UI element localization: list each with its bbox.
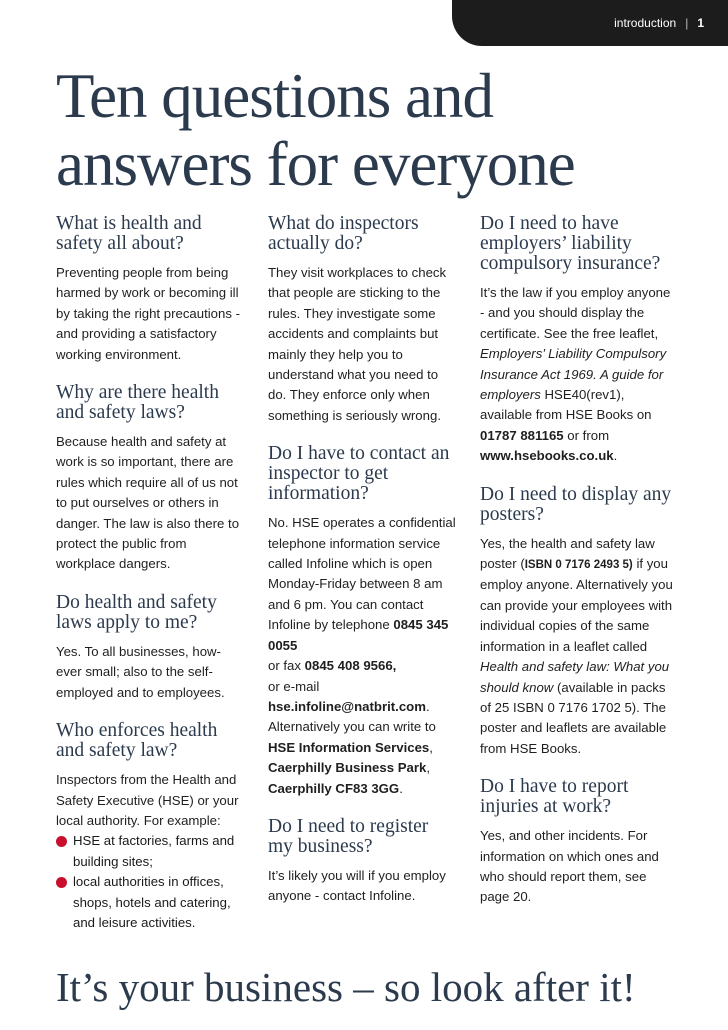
- footer-slogan: It’s your business – so look after it!: [56, 964, 636, 1010]
- insurance-intro: It’s the law if you employ anyone - and you should display the certificate. See the free leaflet,: [480, 285, 671, 341]
- poster-intro: Yes, the health and safety law poster (: [480, 535, 655, 572]
- column-3: [480, 214, 676, 926]
- answer-inspectors-do: They visit workplaces to check that people are sticking to the rules. They investigate some accidents and complaints but mainly they help you to understand what you need to do. They enforce only when something is seriously wrong.: [268, 265, 447, 423]
- column-1: [56, 214, 244, 933]
- or-fax-text: or fax: [268, 658, 301, 674]
- question-why-laws: Why are there health and safety laws?: [56, 382, 219, 424]
- address-line-3: Caerphilly CF83 3GG: [268, 780, 400, 796]
- infoline-email: hse.infoline@natbrit.com: [268, 698, 426, 714]
- title-line-2: answers for everyone: [56, 129, 575, 199]
- question-health-safety-about: What is health and safety all about?: [56, 213, 202, 254]
- question-display-posters: Do I need to display any posters?: [480, 483, 672, 525]
- question-liability-insurance: Do I need to have employers’ liability compulsory insurance?: [480, 213, 661, 274]
- bullet-dot-icon: [56, 836, 67, 847]
- list-item-text: HSE at factories, farms and building sites;: [73, 833, 235, 869]
- answer-display-posters: [480, 534, 676, 759]
- question-register-business: Do I need to register my business?: [268, 815, 429, 857]
- insurance-reference: HSE40(rev1), available from HSE Books on: [480, 387, 652, 423]
- answer-liability-insurance: [480, 283, 676, 467]
- question-contact-inspector: Do I have to contact an inspector to get information?: [268, 443, 450, 505]
- write-to-text: Alternatively you can write to: [268, 719, 436, 735]
- bullet-dot-icon: [56, 877, 67, 888]
- poster-end: (available in packs of 25 ISBN 0 7176 1702 5). The poster and leaflets are available from HSE Books.: [480, 679, 667, 756]
- answer-contact-inspector: [268, 513, 458, 799]
- answer-laws-apply: Yes. To all businesses, how-ever small; also to the self-employed and to employees.: [56, 643, 225, 700]
- enforcer-list: [56, 831, 244, 933]
- question-report-injuries: Do I have to report injuries at work?: [480, 776, 629, 818]
- question-inspectors-do: What do inspectors actually do?: [268, 213, 419, 254]
- page-title: [56, 62, 575, 198]
- address-line-2: Caerphilly Business Park: [268, 760, 427, 776]
- section-label: introduction: [614, 16, 677, 30]
- insurance-leaflet-title: Employers’ Liability Compulsory Insurance Act 1969. A guide for employers: [480, 346, 667, 403]
- title-line-1: Ten questions and: [56, 61, 494, 131]
- list-item-text: local authorities in offices, shops, hotels and catering, and leisure activities.: [73, 874, 231, 930]
- header-separator: |: [685, 16, 689, 30]
- answer-register-business: It’s likely you will if you employ anyone - contact Infoline.: [268, 867, 446, 904]
- page-number: 1: [697, 16, 704, 30]
- question-laws-apply: Do health and safety laws apply to me?: [56, 591, 217, 633]
- punctuation: .: [399, 780, 403, 796]
- answer-health-safety-about: Preventing people from being harmed by work or becoming ill by taking the right precautions - and providing a satisfactory working environment.: [56, 265, 240, 362]
- infoline-phone: 0845 345 0055: [268, 617, 449, 653]
- infoline-intro: No. HSE operates a confidential telephone information service called Infoline which is open Monday-Friday between 8 am and 6 pm. You can contact Infoline by telephone: [268, 515, 456, 633]
- punctuation: ,: [429, 739, 433, 755]
- poster-middle: if you employ anyone. Alternatively you can provide your employees with individual copies of the same information in a leaflet called: [480, 556, 673, 654]
- answer-why-laws: Because health and safety at work is so important, there are rules which require all of us not to put ourselves or others in danger. The law is also there to protect the public from workplace dangers.: [56, 434, 240, 572]
- or-email-text: or e-mail: [268, 678, 320, 694]
- hse-books-phone: 01787 881165: [480, 427, 564, 443]
- poster-leaflet-title: Health and safety law: What you should know: [480, 659, 670, 695]
- or-from-text: or from: [567, 427, 610, 443]
- punctuation: .: [613, 448, 618, 464]
- page-header-tab: [452, 0, 728, 46]
- punctuation: .: [425, 698, 430, 714]
- question-who-enforces: Who enforces health and safety law?: [56, 720, 218, 762]
- column-2: [268, 214, 458, 925]
- address-line-1: HSE Information Services: [268, 739, 430, 755]
- hse-books-website: www.hsebooks.co.uk: [480, 448, 614, 464]
- infoline-fax: 0845 408 9566,: [304, 658, 397, 674]
- poster-isbn: ISBN 0 7176 2493 5): [524, 559, 633, 572]
- punctuation: ,: [426, 760, 430, 776]
- list-item: [56, 831, 244, 872]
- answer-report-injuries: Yes, and other incidents. For information on which ones and who should report them, see page 20.: [480, 828, 659, 905]
- answer-who-enforces: Inspectors from the Health and Safety Executive (HSE) or your local authority. For example:: [56, 772, 239, 828]
- list-item: [56, 872, 244, 933]
